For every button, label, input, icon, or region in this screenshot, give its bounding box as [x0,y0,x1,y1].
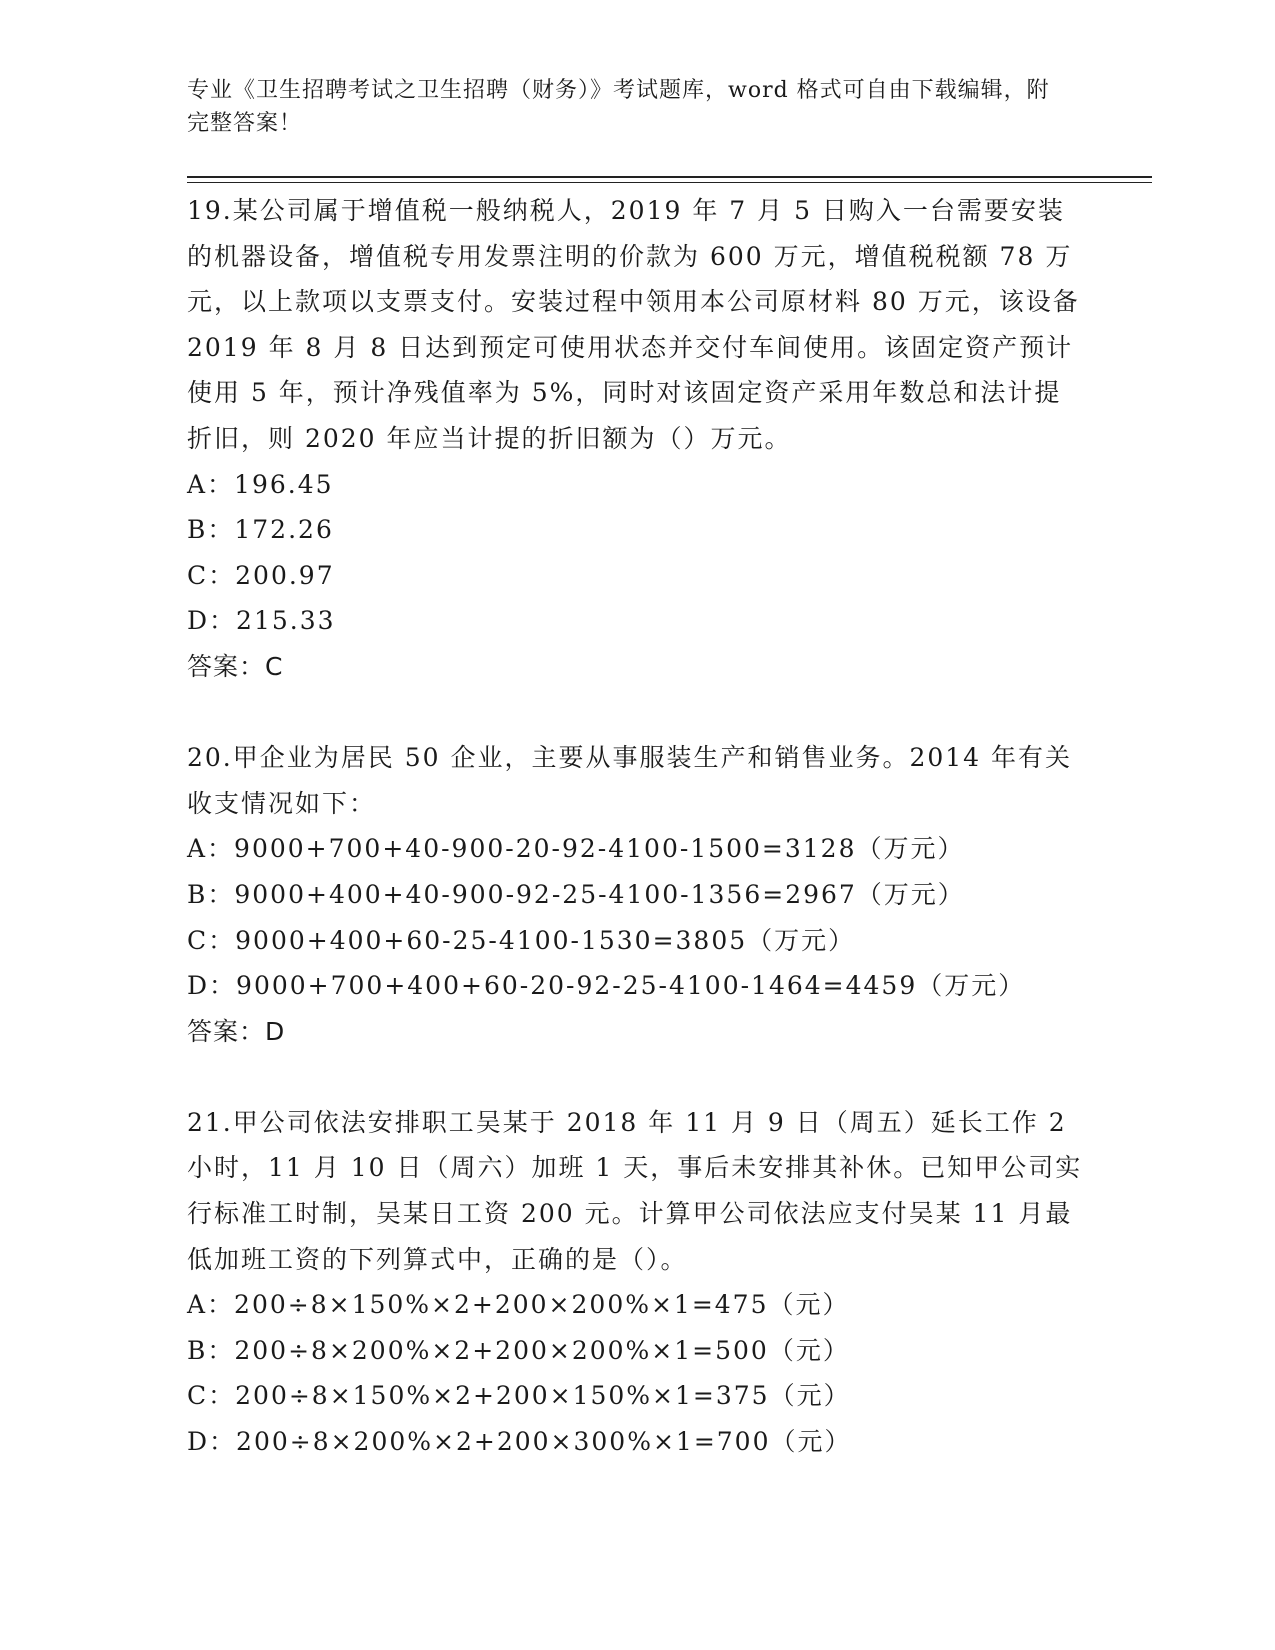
option-d: D：215.33 [187,606,336,636]
answer-label: 答案：D [187,1016,286,1046]
document-header: 专业《卫生招聘考试之卫生招聘（财务）》考试题库，word 格式可自由下载编辑，附完整答案！ [187,78,1050,136]
option-d: D：200÷8×200%×2+200×300%×1=700（元） [187,1427,852,1457]
question-stem: 19.某公司属于增值税一般纳税人，2019 年 7 月 5 日购入一台需要安装的机器设备，增值税专用发票注明的价款为 600 万元，增值税税额 78 万元，以上款项以支票支付。安装过程中领用本公司原材料 80 万元，该设备 2019 年 8 月 8 日达到预定可使用状态并交付车间使用。该固定资产预计使用 5 年，预计净残值率为 5%，同时对该固定资产采用年数总和法计提折旧，则 2020 年应当计提的折旧额为（）万元。 [187,196,1080,453]
option-b: B：9000+400+40-900-92-25-4100-1356=2967（万元） [187,879,965,909]
question-19 [187,188,1087,690]
option-a: A：9000+700+40-900-20-92-4100-1500=3128（万元） [187,834,965,864]
question-stem: 21.甲公司依法安排职工吴某于 2018 年 11 月 9 日（周五）延长工作 2 小时，11 月 10 日（周六）加班 1 天，事后未安排其补休。已知甲公司实行标准工时制，吴某日工资 200 元。计算甲公司依法应支付吴某 11 月最低加班工资的下列算式中，正确的是（）。 [187,1107,1083,1274]
question-21 [187,1100,1087,1465]
header-divider-thin [187,182,1152,183]
option-c: C：200.97 [187,560,335,590]
question-list [187,188,1087,1465]
option-c: C：200÷8×150%×2+200×150%×1=375（元） [187,1381,851,1411]
option-d: D：9000+700+400+60-20-92-25-4100-1464=4459（万元） [187,971,1026,1001]
answer-label: 答案：C [187,651,284,681]
header-divider-thick [187,176,1152,178]
question-20 [187,735,1087,1054]
option-a: A：196.45 [187,469,334,499]
option-b: B：172.26 [187,515,334,545]
option-b: B：200÷8×200%×2+200×200%×1=500（元） [187,1335,850,1365]
option-a: A：200÷8×150%×2+200×200%×1=475（元） [187,1290,850,1320]
question-stem: 20.甲企业为居民 50 企业，主要从事服装生产和销售业务。2014 年有关收支情况如下： [187,743,1073,818]
option-c: C：9000+400+60-25-4100-1530=3805（万元） [187,925,856,955]
